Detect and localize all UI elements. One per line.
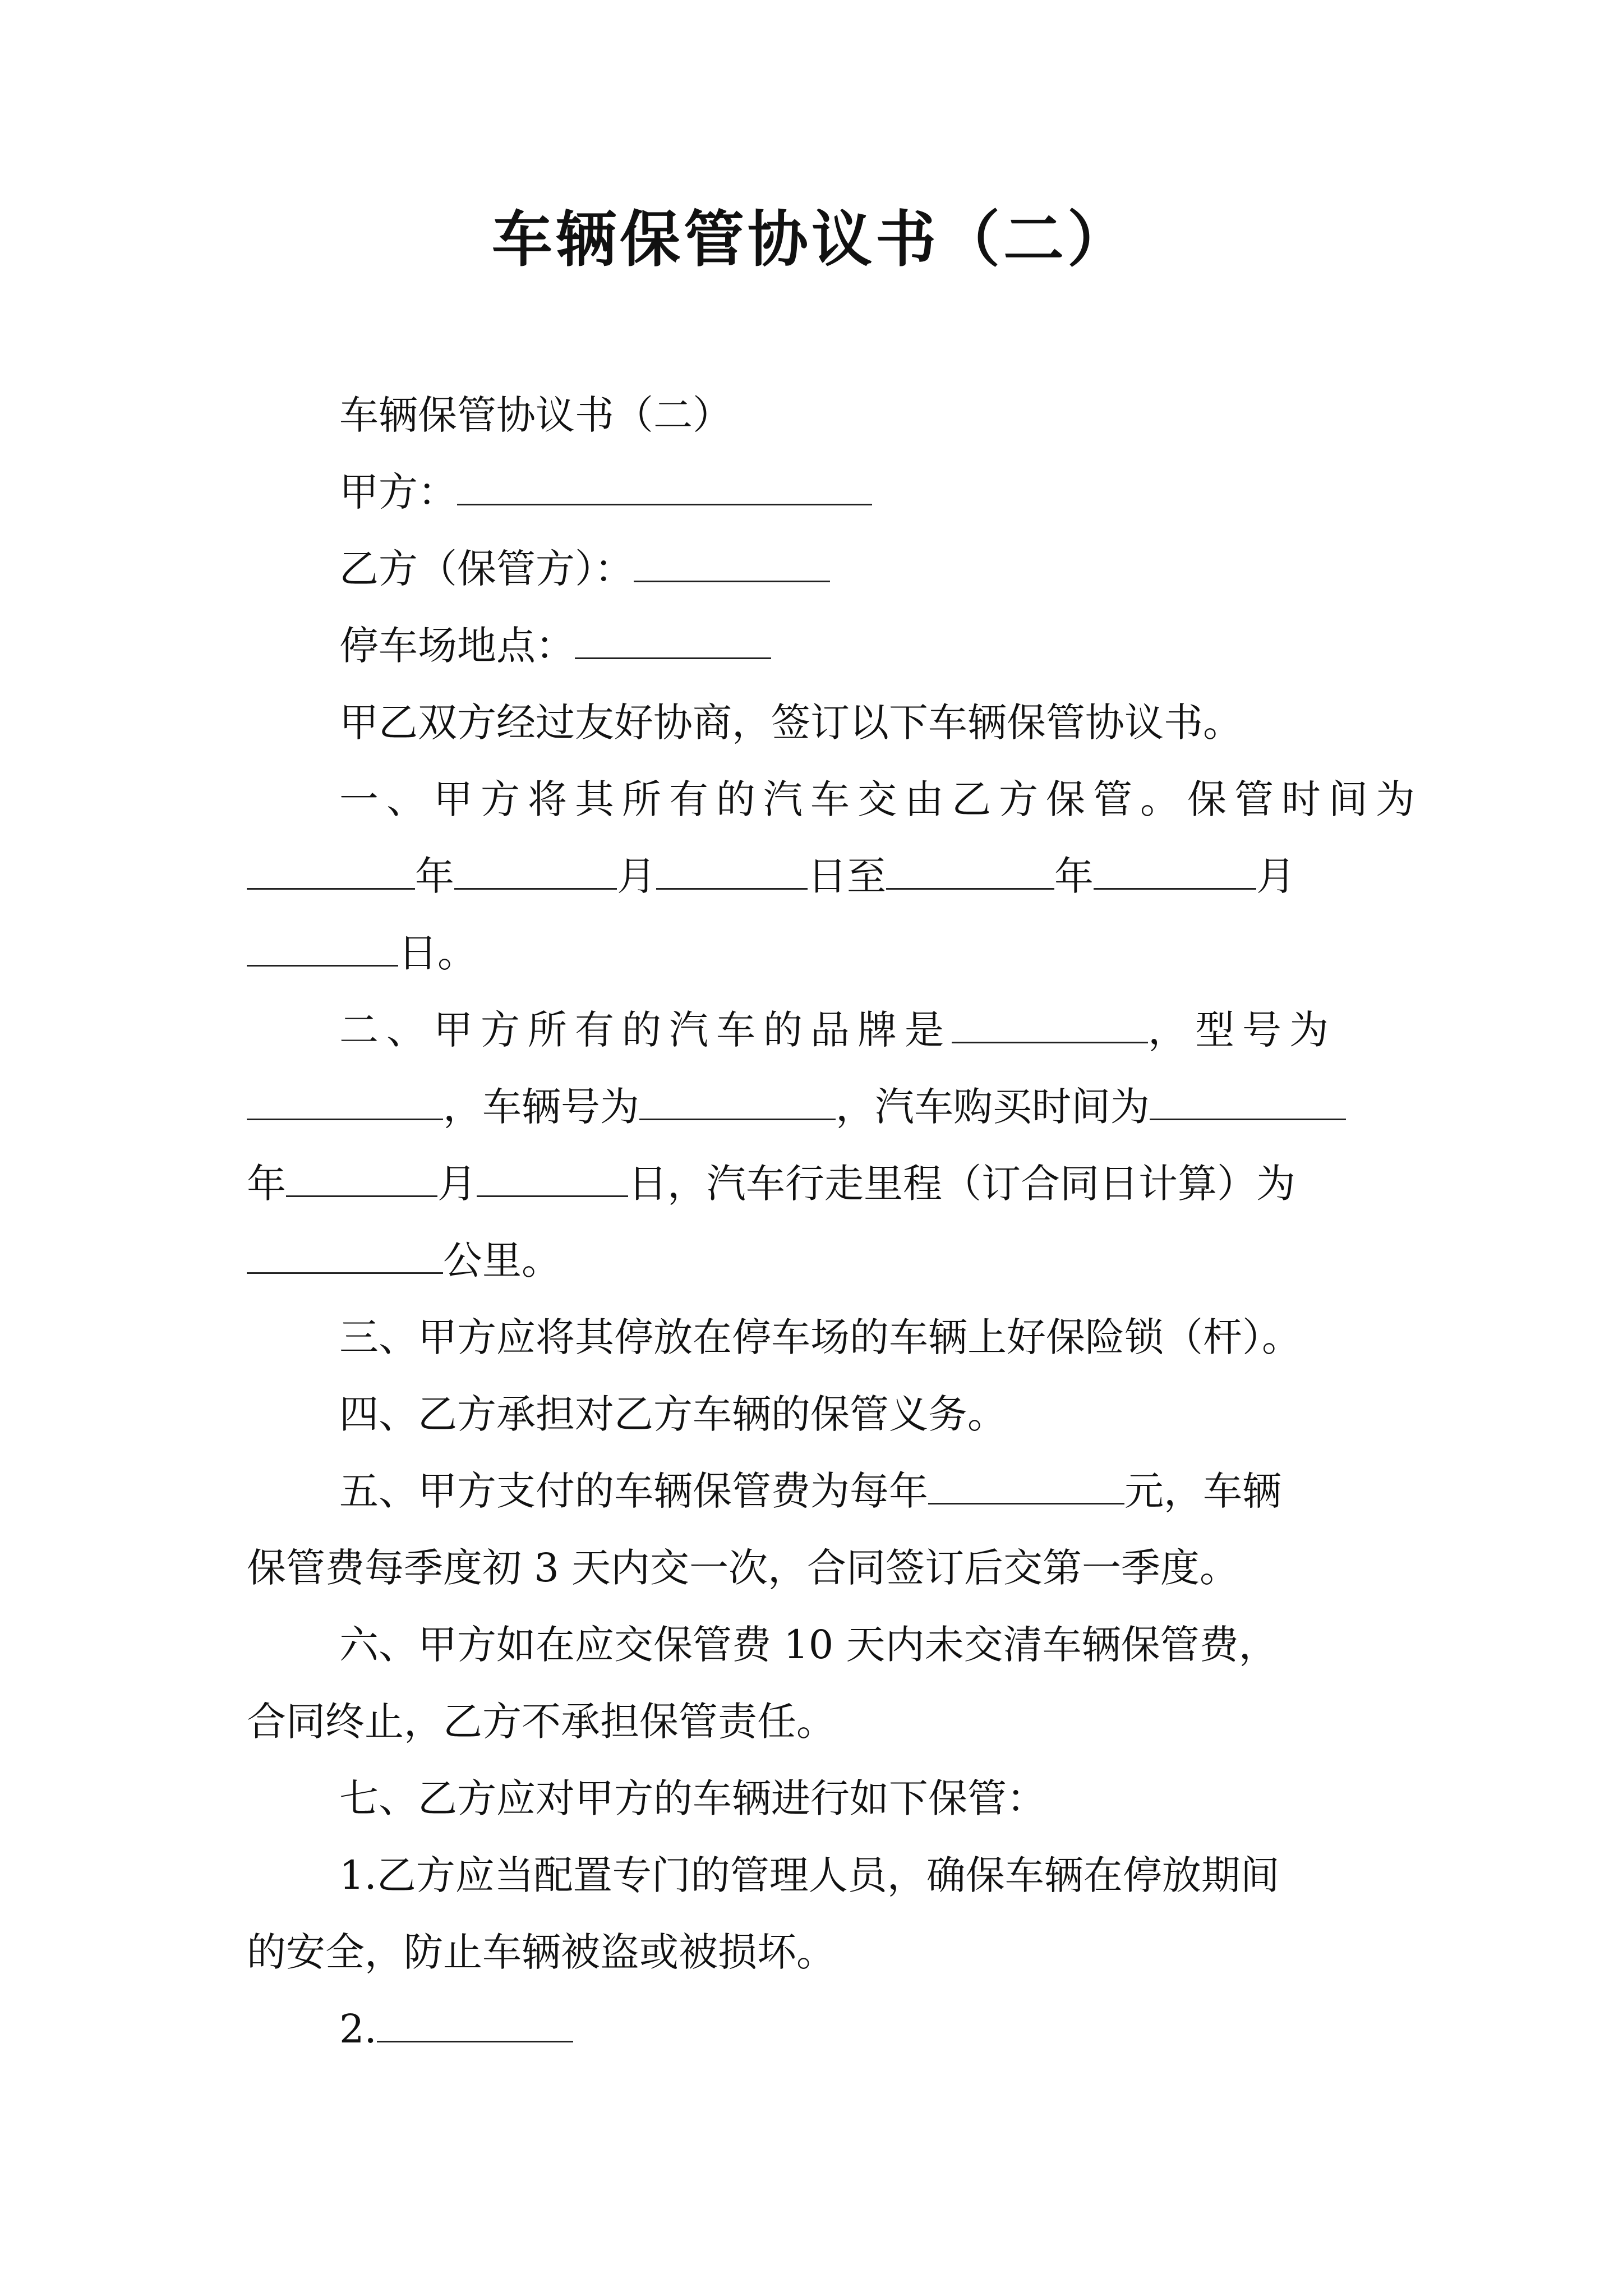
location-line (247, 608, 1385, 684)
mileage-blank (247, 1237, 443, 1274)
clause-7-1-line-1 (247, 1837, 1385, 1914)
clause-7-2-label: 2. (339, 2006, 377, 2052)
intro-line (247, 684, 1385, 761)
clause-2-text-e: 日，汽车行走里程（订合同日计算）为 (628, 1161, 1295, 1207)
clause-4-text: 四、乙方承担对乙方车辆的保管义务。 (339, 1391, 1007, 1437)
clause-6-line-1 (247, 1607, 1385, 1683)
clause-7-1-text-b: 的安全，防止车辆被盗或被损坏。 (247, 1929, 836, 1975)
document-title: 车辆保管协议书（二） (491, 205, 1131, 275)
clause-6-text-a: 六、甲方如在应交保管费 10 天内未交清车辆保管费， (339, 1622, 1278, 1668)
purchase-month-blank (286, 1161, 437, 1197)
clause-7-2-blank (377, 2006, 573, 2042)
clause-3-text: 三、甲方应将其停放在停车场的车辆上好保险锁（杆）。 (339, 1314, 1301, 1360)
end-day-blank (247, 930, 398, 967)
subtitle: 车辆保管协议书（二） (339, 392, 732, 438)
location-blank (575, 623, 771, 659)
clause-1-line-3 (247, 915, 1385, 992)
clause-7-text: 七、乙方应对甲方的车辆进行如下保管： (339, 1775, 1046, 1821)
clause-2-text-f: 公里。 (443, 1237, 561, 1283)
clause-1-line-1 (247, 761, 1423, 838)
end-year-label: 年 (1054, 853, 1094, 899)
clause-1-line-2 (247, 838, 1385, 915)
clause-2-line-1 (247, 992, 1385, 1069)
purchase-year-blank (1150, 1084, 1346, 1120)
clause-6-text-b: 合同终止，乙方不承担保管责任。 (247, 1699, 836, 1745)
clause-2-line-4 (247, 1222, 1385, 1299)
clause-7-1-line-2 (247, 1914, 1385, 1991)
clause-2-line-3 (247, 1145, 1385, 1222)
clause-1-text: 一、甲方将其所有的汽车交由乙方保管。保管时间为 (339, 776, 1423, 822)
clause-7-1-text-a: 1.乙方应当配置专门的管理人员，确保车辆在停放期间 (339, 1852, 1280, 1898)
clause-3-line (247, 1299, 1385, 1376)
clause-4-line (247, 1376, 1385, 1453)
party-a-label: 甲方： (339, 469, 457, 515)
document-body (247, 377, 1423, 2068)
end-month-blank (1094, 853, 1256, 890)
start-day-label: 日至 (808, 853, 886, 899)
party-b-line (247, 531, 1385, 608)
start-year-label: 年 (415, 853, 454, 899)
brand-blank (952, 1007, 1148, 1043)
clause-5-text-c: 保管费每季度初 3 天内交一次，合同签订后交第一季度。 (247, 1545, 1239, 1591)
purchase-month-label: 月 (437, 1161, 477, 1207)
clause-2-line-2 (247, 1069, 1385, 1145)
fee-blank (928, 1468, 1124, 1504)
clause-6-line-2 (247, 1683, 1385, 1760)
clause-2-text-d: ，汽车购买时间为 (836, 1084, 1150, 1130)
purchase-day-blank (477, 1161, 628, 1197)
clause-2-text-a: 二、甲方所有的汽车的品牌是 (339, 1007, 952, 1053)
party-a-line (247, 454, 1385, 531)
purchase-year-label: 年 (247, 1161, 286, 1207)
party-a-blank (457, 469, 872, 505)
plate-blank (639, 1084, 836, 1120)
clause-7-2-line (247, 1991, 1385, 2068)
clause-2-text-b: ，型号为 (1148, 1007, 1336, 1053)
party-b-label: 乙方（保管方）： (339, 546, 634, 592)
subtitle-line (247, 377, 1385, 454)
start-month-label: 月 (617, 853, 656, 899)
start-year-blank (247, 853, 415, 890)
start-month-blank (454, 853, 617, 890)
clause-7-line (247, 1760, 1385, 1837)
clause-2-text-c: ，车辆号为 (443, 1084, 639, 1130)
model-blank (247, 1084, 443, 1120)
end-day-label: 日。 (398, 930, 477, 976)
party-b-blank (634, 546, 830, 582)
location-label: 停车场地点： (339, 623, 575, 669)
start-day-blank (656, 853, 808, 890)
clause-5-line-2 (247, 1530, 1385, 1607)
end-year-blank (886, 853, 1054, 890)
intro-text: 甲乙双方经过友好协商，签订以下车辆保管协议书。 (339, 700, 1242, 746)
end-month-label: 月 (1256, 853, 1295, 899)
clause-5-text-b: 元，车辆 (1124, 1468, 1281, 1514)
clause-5-text-a: 五、甲方支付的车辆保管费为每年 (339, 1468, 928, 1514)
clause-5-line-1 (247, 1453, 1385, 1530)
